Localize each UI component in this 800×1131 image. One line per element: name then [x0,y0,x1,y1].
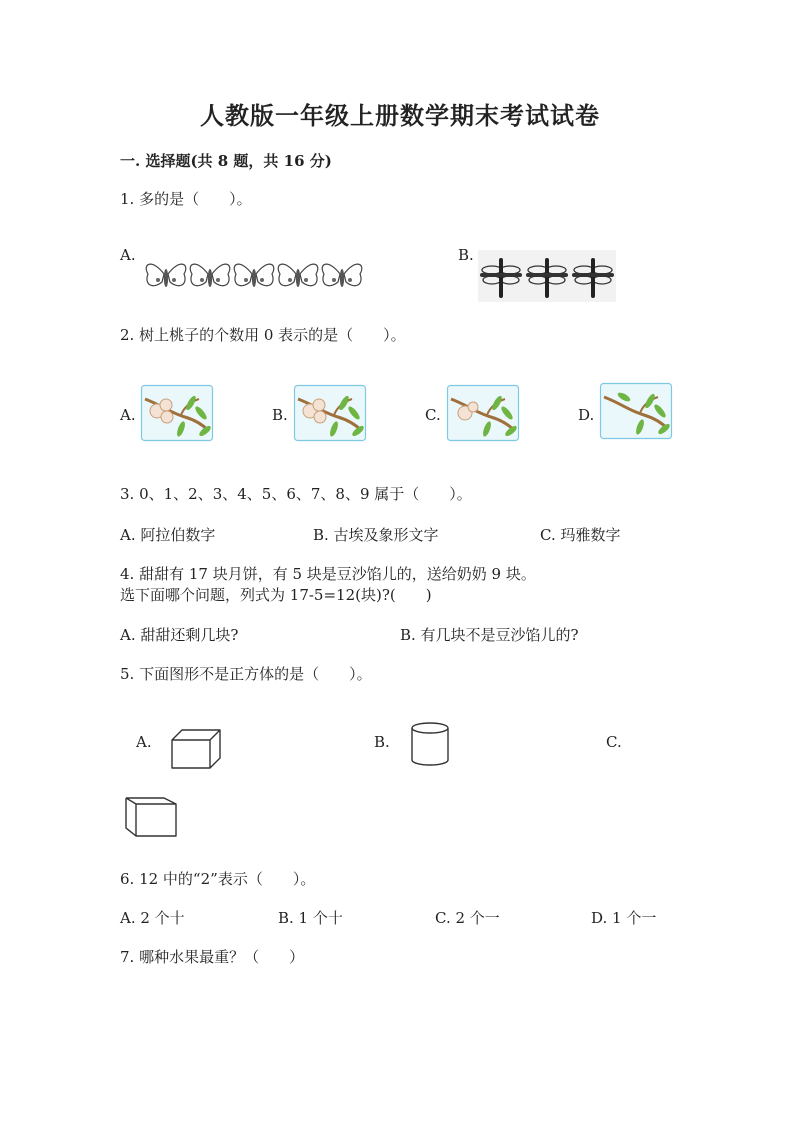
q3-option-c: C. 玛雅数字 [540,526,621,544]
question-3: 3. 0、1、2、3、4、5、6、7、8、9 属于（ ）。 [120,485,472,503]
question-6: 6. 12 中的“2”表示（ ）。 [120,870,316,888]
q4-option-a: A. 甜甜还剩几块? [120,626,239,644]
peach-branch-icon [600,383,672,439]
question-4-line-1: 4. 甜甜有 17 块月饼，有 5 块是豆沙馅儿的，送给奶奶 9 块。 [120,565,536,583]
q2-option-a-label: A. [120,406,136,424]
question-2: 2. 树上桃子的个数用 0 表示的是（ ）。 [120,326,406,344]
dragonfly-icon [524,250,570,302]
q3-option-a: A. 阿拉伯数字 [120,526,216,544]
q6-option-a: A. 2 个十 [120,909,185,927]
question-1: 1. 多的是（ ）。 [120,190,252,208]
peach-branch-icon [447,385,519,441]
q3-option-b: B. 古埃及象形文字 [313,526,439,544]
q1-option-b-label: B. [458,246,474,264]
q6-option-b: B. 1 个十 [278,909,343,927]
section-heading: 一. 选择题(共 8 题，共 16 分) [120,152,332,170]
dragonfly-icon [478,250,524,302]
q6-option-c: C. 2 个一 [435,909,500,927]
q5-option-a-label: A. [136,733,152,751]
butterfly-icon [278,264,318,287]
cube-icon [124,796,180,840]
q2-option-c-label: C. [425,406,441,424]
q5-option-c-label: C. [606,733,622,751]
q6-option-d: D. 1 个一 [591,909,657,927]
q1-option-a-label: A. [120,246,136,264]
q2-option-d-label: D. [578,406,595,424]
question-7: 7. 哪种水果最重？（ ） [120,948,305,966]
butterfly-icon [146,264,186,287]
question-4-line-2: 选下面哪个问题，列式为 17-5=12(块)?( ) [120,586,432,604]
dragonfly-icon [570,250,616,302]
q5-option-b-label: B. [374,733,390,751]
butterflies-group [144,256,364,302]
butterfly-icon [234,264,274,287]
question-5: 5. 下面图形不是正方体的是（ ）。 [120,665,372,683]
peach-branch-icon [294,385,366,441]
dragonflies-group [478,250,618,302]
cylinder-icon [410,722,452,768]
q2-option-b-label: B. [272,406,288,424]
q4-option-b: B. 有几块不是豆沙馅儿的? [400,626,579,644]
page-title: 人教版一年级上册数学期末考试试卷 [200,101,600,130]
cube-icon [170,728,222,770]
butterfly-icon [190,264,230,287]
peach-branch-icon [141,385,213,441]
butterfly-icon [322,264,362,287]
